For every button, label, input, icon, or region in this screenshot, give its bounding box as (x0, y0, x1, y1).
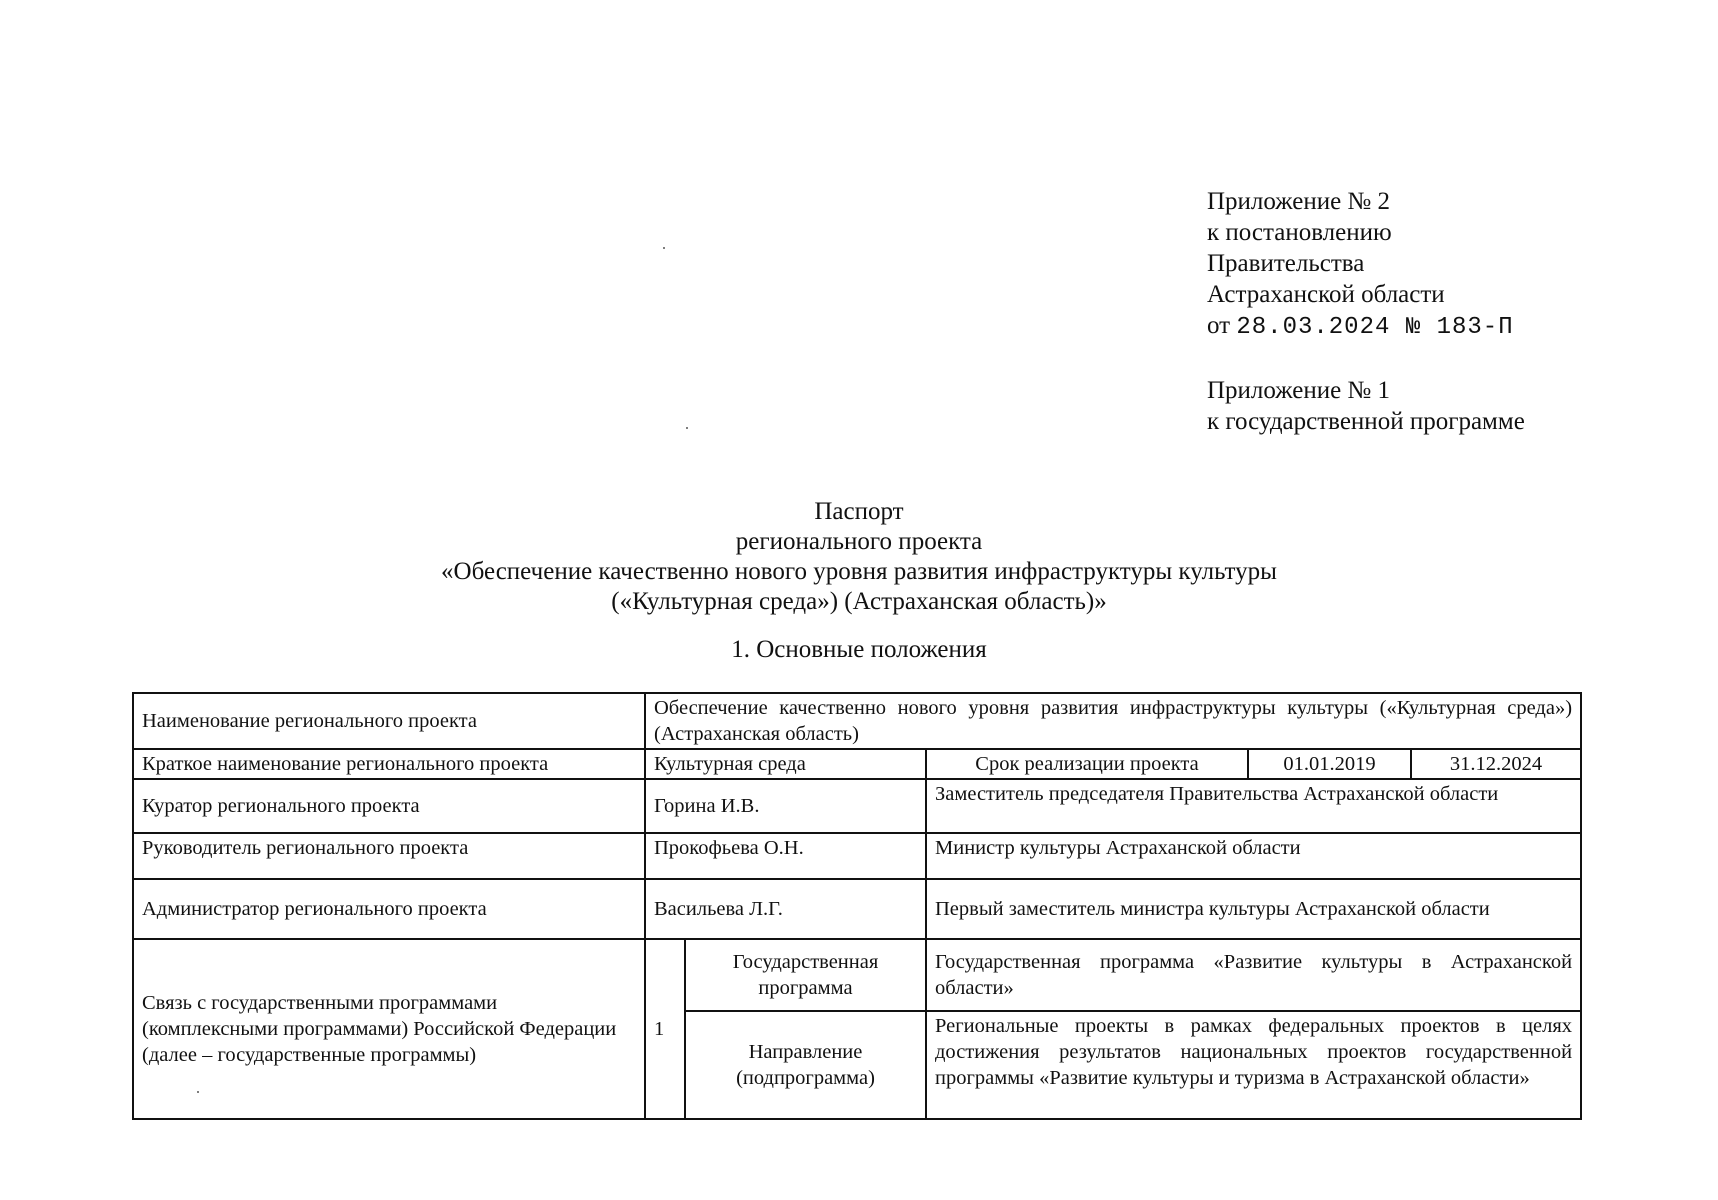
row-label: Краткое наименование регионального проекта (133, 749, 645, 779)
appendix-2-block (1207, 186, 1687, 343)
curator-position: Заместитель председателя Правительства Астраханской области (926, 779, 1581, 833)
program-number: 1 (645, 939, 685, 1119)
appendix-2-line: Правительства (1207, 250, 1365, 277)
row-label: Связь с государственными программами (комплексными программами) Российской Федерации (далее – государственные программы) (133, 939, 645, 1119)
passport-table (132, 692, 1582, 1120)
head-name: Прокофьева О.Н. (645, 833, 926, 879)
head-position: Министр культуры Астраханской области (926, 833, 1581, 879)
date-stamp: 28.03.2024 № 183-П (1236, 314, 1514, 341)
row-label: Руководитель регионального проекта (133, 833, 645, 879)
row-label: Администратор регионального проекта (133, 879, 645, 939)
table-row (133, 779, 1581, 833)
scan-speck (686, 427, 688, 429)
appendix-2-line: к постановлению (1207, 219, 1392, 246)
admin-position: Первый заместитель министра культуры Астраханской области (926, 879, 1581, 939)
title-line: («Культурная среда») (Астраханская область)» (611, 588, 1107, 615)
table-row (133, 939, 1581, 1011)
document-title (0, 497, 1718, 617)
appendix-2-line: Астраханской области (1207, 281, 1445, 308)
curator-name: Горина И.В. (645, 779, 926, 833)
table-row (133, 749, 1581, 779)
program-value: Государственная программа «Развитие культуры в Астраханской области» (926, 939, 1581, 1011)
title-line: регионального проекта (735, 528, 983, 555)
short-name-value: Культурная среда (645, 749, 926, 779)
appendix-2-date-line (1207, 310, 1687, 343)
table-row (133, 693, 1581, 749)
date-prefix: от (1207, 312, 1231, 339)
title-line: Паспорт (814, 498, 904, 525)
table-row (133, 833, 1581, 879)
direction-label: Направление (подпрограмма) (685, 1011, 926, 1119)
program-label: Государственная программа (685, 939, 926, 1011)
row-label: Куратор регионального проекта (133, 779, 645, 833)
project-name-value: Обеспечение качественно нового уровня развития инфраструктуры культуры («Культурная среда») (Астраханская область) (645, 693, 1581, 749)
period-label: Срок реализации проекта (926, 749, 1248, 779)
period-start: 01.01.2019 (1248, 749, 1411, 779)
table-row (133, 879, 1581, 939)
row-label: Наименование регионального проекта (133, 693, 645, 749)
appendix-1-line: к государственной программе (1207, 408, 1525, 435)
direction-value: Региональные проекты в рамках федеральных проектов в целях достижения результатов национальных проектов государственной программы «Развитие культуры и туризма в Астраханской области» (926, 1011, 1581, 1119)
appendix-1-block (1207, 375, 1687, 437)
period-end: 31.12.2024 (1411, 749, 1581, 779)
appendix-1-title: Приложение № 1 (1207, 377, 1391, 404)
scan-speck (663, 247, 665, 249)
title-line: «Обеспечение качественно нового уровня развития инфраструктуры культуры (441, 558, 1277, 585)
appendix-2-title: Приложение № 2 (1207, 188, 1391, 215)
section-heading: 1. Основные положения (731, 636, 987, 663)
admin-name: Васильева Л.Г. (645, 879, 926, 939)
